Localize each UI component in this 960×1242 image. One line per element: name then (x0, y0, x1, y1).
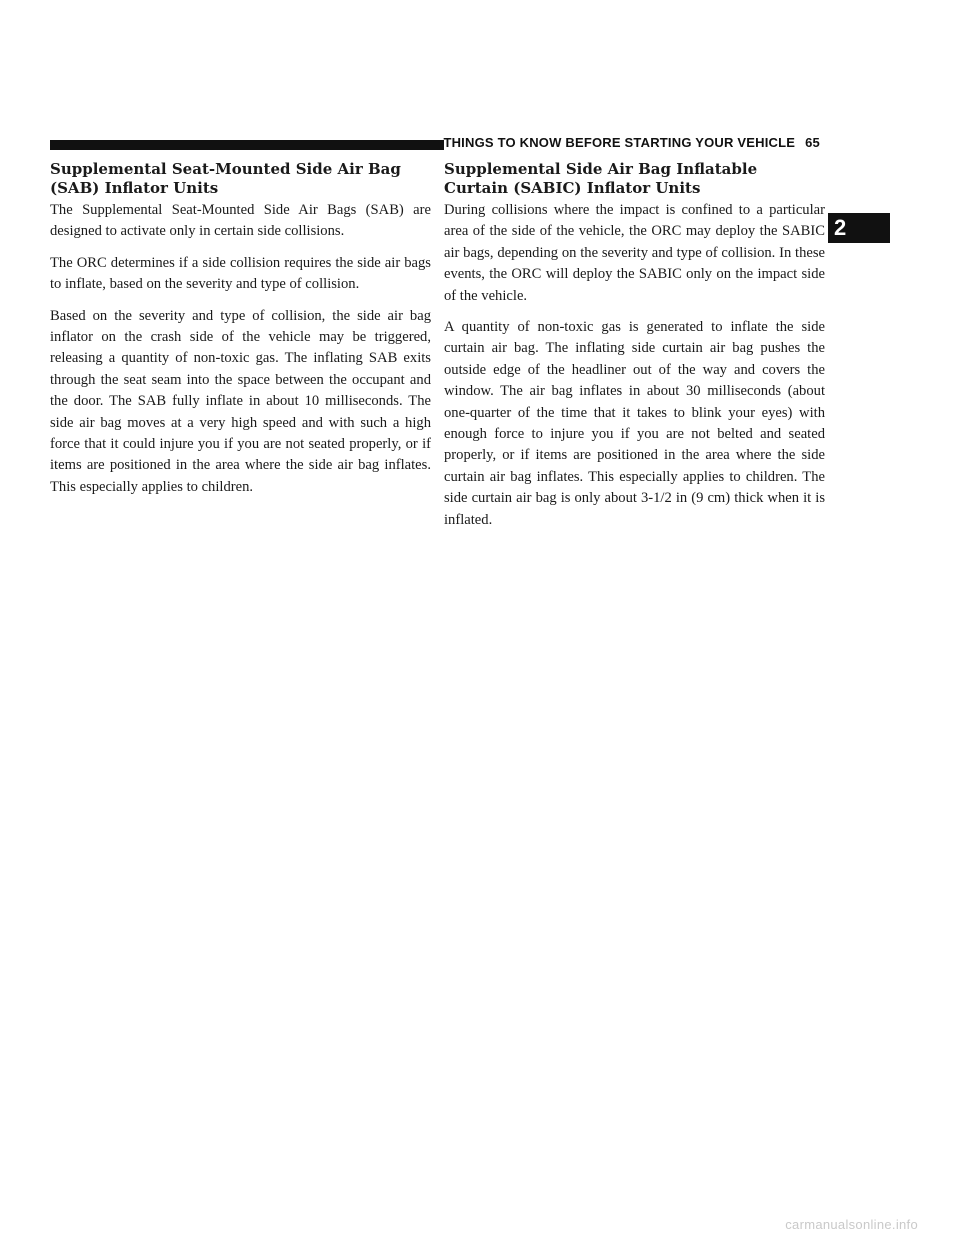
chapter-tab: 2 (828, 213, 890, 243)
paragraph: During collisions where the impact is confined to a particular area of the side of the vehicle, the ORC may deploy the SABIC air bags, depending on the severity and type of collision. In these events, the ORC will deploy the SABIC only on the impact side of the vehicle. (444, 202, 825, 304)
header-rule (50, 140, 444, 150)
left-column (50, 160, 431, 508)
page-number: 65 (805, 135, 820, 150)
section-title: THINGS TO KNOW BEFORE STARTING YOUR VEHICLE (443, 135, 796, 150)
watermark: carmanualsonline.info (785, 1217, 918, 1232)
running-header (443, 135, 820, 150)
paragraph: The Supplemental Seat-Mounted Side Air Bags (SAB) are designed to activate only in certain side collisions. (50, 202, 431, 240)
right-column (444, 160, 825, 541)
sabic-heading: Supplemental Side Air Bag Inflatable Curtain (SABIC) Inflator Units (444, 160, 758, 197)
paragraph: A quantity of non-toxic gas is generated to inflate the side curtain air bag. The inflating side curtain air bag pushes the outside edge of the headliner out of the way and covers the window. The air bag inflates in about 30 milliseconds (about one-quarter of the time that it takes to blink your eyes) with enough force to injure you if you are not belted and seated properly, or if items are positioned in the area where the side curtain air bag inflates. This especially applies to children. The side curtain air bag is only about 3-1/2 in (9 cm) thick when it is inflated. (444, 319, 825, 528)
paragraph: The ORC determines if a side collision requires the side air bags to inflate, based on the severity and type of collision. (50, 254, 431, 293)
paragraph: Based on the severity and type of collision, the side air bag inflator on the crash side of the vehicle may be triggered, releasing a quantity of non-toxic gas. The inflating SAB exits through the seat seam into the space between the occupant and the door. The SAB fully inflate in about 10 milliseconds. The side air bag moves at a very high speed and with such a high force that it could injure you if you are not seated properly, or if items are positioned in the area where the side air bag inflates. This especially applies to children. (50, 307, 431, 495)
sab-heading: Supplemental Seat-Mounted Side Air Bag (SAB) Inflator Units (50, 160, 401, 197)
